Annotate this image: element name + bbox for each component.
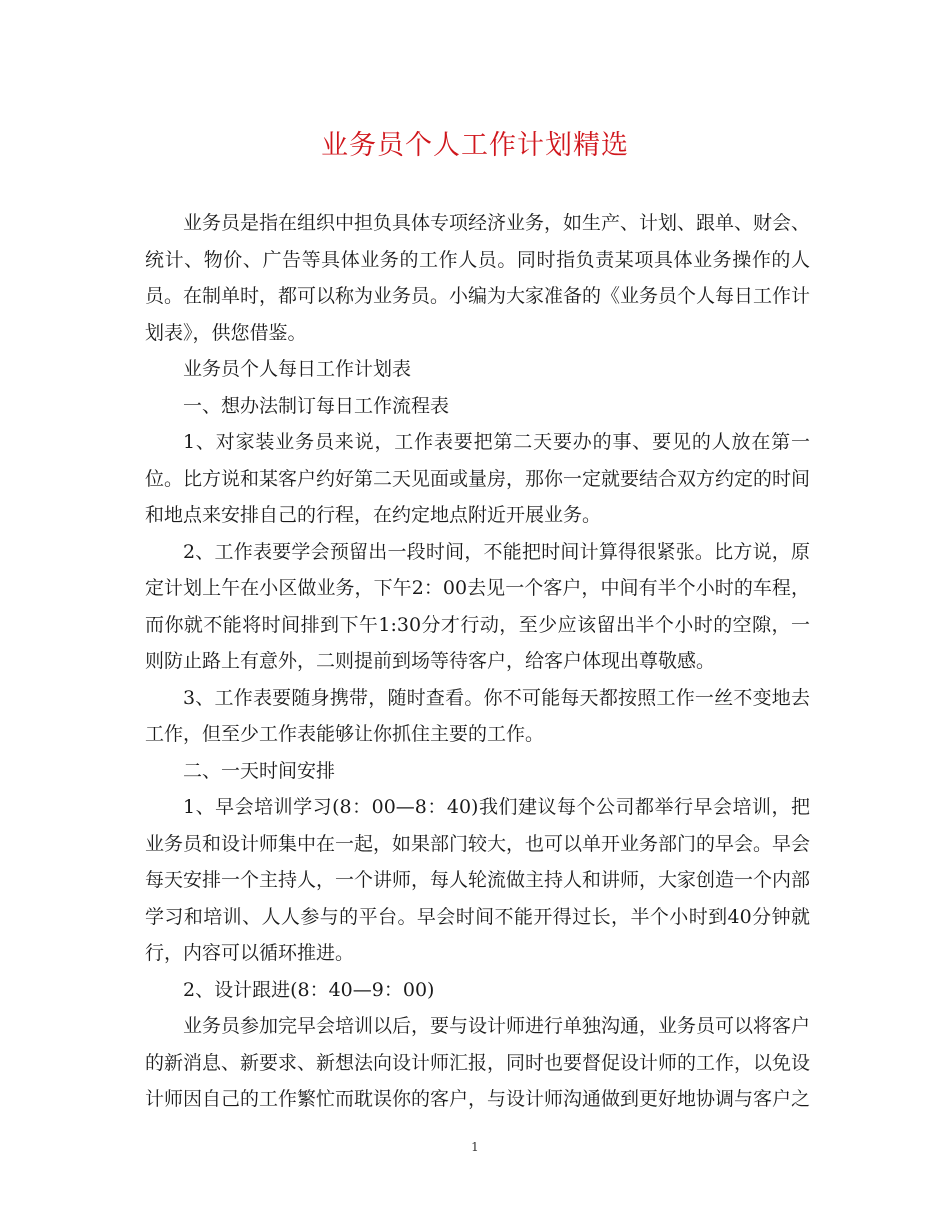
page-number: 1 <box>471 1140 479 1154</box>
document-body <box>145 205 810 1118</box>
paragraph-design-followup-heading: 2、设计跟进(8：40—9：00) <box>183 978 435 1001</box>
paragraph-table-title: 业务员个人每日工作计划表 <box>183 358 412 380</box>
paragraph-intro: 业务员是指在组织中担负具体专项经济业务，如生产、计划、跟单、财会、统计、物价、广告等具体业务的工作人员。同时指负责某项具体业务操作的人员。在制单时，都可以称为业务员。小编为大家准备的《业务员个人每日工作计划表》，供您借鉴。 <box>145 212 811 344</box>
paragraph-item-2: 2、工作表要学会预留出一段时间，不能把时间计算得很紧张。比方说，原定计划上午在小区做业务，下午2：00去见一个客户，中间有半个小时的车程，而你就不能将时间排到下午1:30分才行动，至少应该留出半个小时的空隙，一则防止路上有意外，二则提前到场等待客户，给客户体现出尊敬感。 <box>145 540 810 672</box>
paragraph-item-1: 1、对家装业务员来说，工作表要把第二天要办的事、要见的人放在第一位。比方说和某客户约好第二天见面或量房，那你一定就要结合双方约定的时间和地点来安排自己的行程，在约定地点附近开展业务。 <box>145 431 811 526</box>
paragraph-morning-meeting: 1、早会培训学习(8：00—8：40)我们建议每个公司都举行早会培训，把业务员和设计师集中在一起，如果部门较大，也可以单开业务部门的早会。早会每天安排一个主持人，一个讲师，每人轮流做主持人和讲师，大家创造一个内部学习和培训、人人参与的平台。早会时间不能开得过长，半个小时到40分钟就行，内容可以循环推进。 <box>145 796 811 964</box>
section-heading-1: 一、想办法制订每日工作流程表 <box>183 394 450 417</box>
section-heading-2: 二、一天时间安排 <box>183 759 336 782</box>
document-title: 业务员个人工作计划精选 <box>321 130 629 161</box>
paragraph-design-followup: 业务员参加完早会培训以后，要与设计师进行单独沟通，业务员可以将客户的新消息、新要求、新想法向设计师汇报，同时也要督促设计师的工作，以免设计师因自己的工作繁忙而耽误你的客户，与设计师沟通做到更好地协调与客户之 <box>145 1015 811 1110</box>
paragraph-item-3: 3、工作表要随身携带，随时查看。你不可能每天都按照工作一丝不变地去工作，但至少工作表能够让你抓住主要的工作。 <box>145 686 810 745</box>
